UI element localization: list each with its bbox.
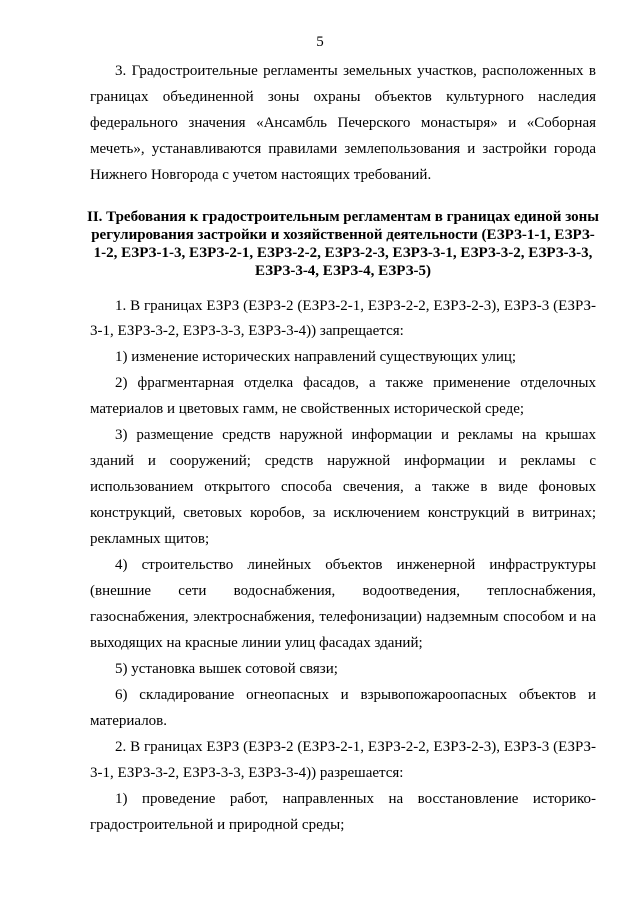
text-line: 3-1, ЕЗРЗ-3-2, ЕЗРЗ-3-3, ЕЗРЗ-3-4)) запрещается: bbox=[90, 323, 404, 339]
text-line: 1) проведение работ, направленных на восстановление историко- bbox=[115, 791, 596, 807]
text-line: (внешние сети водоснабжения, водоотведения, теплоснабжения, bbox=[90, 583, 596, 599]
text-line: 6) складирование огнеопасных и взрывопожароопасных объектов и bbox=[115, 687, 596, 703]
sub-item-5: 5) установка вышек сотовой связи; bbox=[115, 661, 338, 677]
text-line: 3-1, ЕЗРЗ-3-2, ЕЗРЗ-3-3, ЕЗРЗ-3-4)) разрешается: bbox=[90, 765, 404, 781]
text-line: зданий и сооружений; средств наружной информации и рекламы с bbox=[90, 453, 596, 469]
text-line: 1. В границах ЕЗРЗ (ЕЗРЗ-2 (ЕЗРЗ-2-1, ЕЗРЗ-2-2, ЕЗРЗ-2-3), ЕЗРЗ-3 (ЕЗРЗ- bbox=[115, 298, 596, 314]
page-number: 5 bbox=[316, 34, 324, 50]
heading-line: II. Требования к градостроительным регламентам в границах единой зоны bbox=[86, 209, 599, 225]
heading-line: ЕЗРЗ-3-4, ЕЗРЗ-4, ЕЗРЗ-5) bbox=[254, 263, 432, 279]
heading-line: регулирования застройки и хозяйственной деятельности (ЕЗРЗ-1-1, ЕЗРЗ- bbox=[91, 227, 595, 243]
text-line: Нижнего Новгорода с учетом настоящих требований. bbox=[90, 167, 432, 183]
text-line: федерального значения «Ансамбль Печерского монастыря» и «Соборная bbox=[90, 115, 596, 131]
text-line: 4) строительство линейных объектов инженерной инфраструктуры bbox=[115, 557, 596, 573]
text-line: выходящих на красные линии улиц фасадах зданий; bbox=[90, 635, 423, 651]
text-line: использованием открытого способа свечения, а также в виде фоновых bbox=[90, 479, 596, 495]
text-line: газоснабжения, электроснабжения, телефонизации) надземным способом и на bbox=[90, 609, 596, 625]
text-line: границах объединенной зоны охраны объектов культурного наследия bbox=[90, 89, 596, 105]
text-line: 2) фрагментарная отделка фасадов, а также применение отделочных bbox=[115, 375, 596, 391]
text-line: материалов и цветовых гамм, не свойственных исторической среде; bbox=[90, 401, 525, 417]
sub-item-1: 1) изменение исторических направлений существующих улиц; bbox=[115, 349, 517, 365]
heading-line: 1-2, ЕЗРЗ-1-3, ЕЗРЗ-2-1, ЕЗРЗ-2-2, ЕЗРЗ-2-3, ЕЗРЗ-3-1, ЕЗРЗ-3-2, ЕЗРЗ-3-3, bbox=[93, 245, 593, 261]
text-line: 2. В границах ЕЗРЗ (ЕЗРЗ-2 (ЕЗРЗ-2-1, ЕЗРЗ-2-2, ЕЗРЗ-2-3), ЕЗРЗ-3 (ЕЗРЗ- bbox=[115, 739, 596, 755]
text-line: материалов. bbox=[90, 713, 168, 729]
text-line: градостроительной и природной среды; bbox=[90, 817, 345, 833]
text-line: 3) размещение средств наружной информации и рекламы на крышах bbox=[115, 427, 596, 443]
text-line: 3. Градостроительные регламенты земельных участков, расположенных в bbox=[115, 63, 596, 79]
text-line: мечеть», устанавливаются правилами землепользования и застройки города bbox=[90, 141, 596, 157]
text-line: конструкций, световых коробов, за исключением конструкций в витринах; bbox=[90, 505, 596, 521]
text-line: рекламных щитов; bbox=[90, 531, 210, 547]
